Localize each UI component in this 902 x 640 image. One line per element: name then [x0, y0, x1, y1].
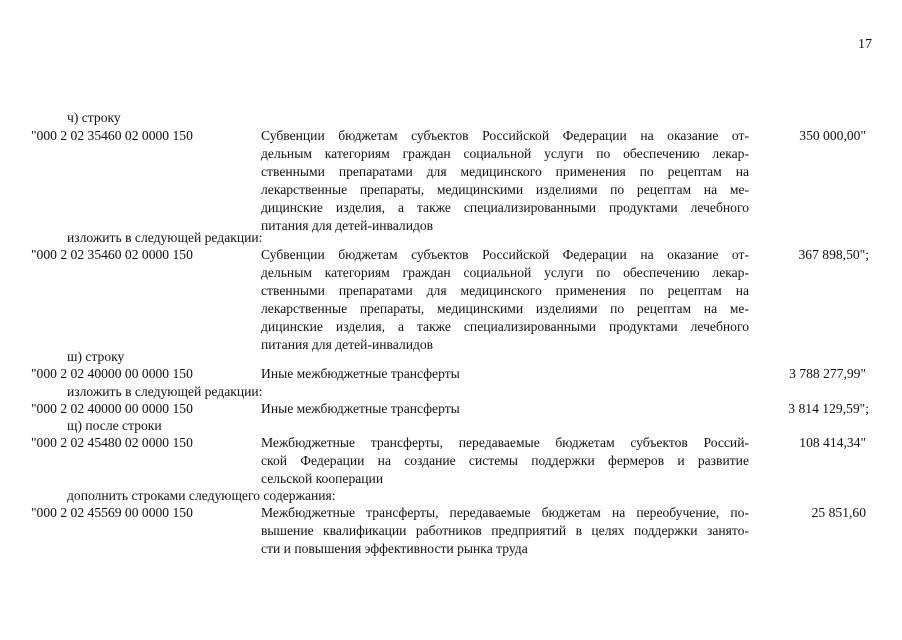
budget-amount: 108 414,34"	[799, 435, 866, 450]
budget-code: "000 2 02 45480 02 0000 150	[31, 435, 193, 450]
budget-amount: 3 788 277,99"	[789, 366, 866, 381]
description-line: Иные межбюджетные трансферты	[261, 401, 460, 416]
page-number: 17	[858, 37, 872, 52]
description-line: дицинские изделия, а также специализированными продуктами лечебного	[261, 200, 749, 215]
description-line: Субвенции бюджетам субъектов Российской Федерации на оказание от-	[261, 247, 749, 262]
budget-description	[261, 365, 749, 383]
budget-amount: 25 851,60	[811, 505, 866, 520]
instruction-line: дополнить строками следующего содержания:	[67, 488, 336, 503]
description-line: ственными препаратами для медицинского применения по рецептам на	[261, 283, 749, 298]
budget-amount: 350 000,00"	[799, 128, 866, 143]
budget-description	[261, 127, 749, 235]
description-line: Межбюджетные трансферты, передаваемые бюджетам на переобучение, по-	[261, 505, 749, 520]
description-line: Межбюджетные трансферты, передаваемые бюджетам субъектов Россий-	[261, 435, 749, 450]
description-line: сти и повышения эффективности рынка труда	[261, 541, 528, 556]
description-line: дицинские изделия, а также специализированными продуктами лечебного	[261, 319, 749, 334]
description-line: питания для детей-инвалидов	[261, 218, 434, 233]
description-line: ственными препаратами для медицинского применения по рецептам на	[261, 164, 749, 179]
description-line: сельской кооперации	[261, 471, 384, 486]
budget-code: "000 2 02 40000 00 0000 150	[31, 401, 193, 416]
instruction-line: ш) строку	[67, 349, 125, 364]
budget-description	[261, 400, 749, 418]
description-line: питания для детей-инвалидов	[261, 337, 434, 352]
instruction-line: изложить в следующей редакции:	[67, 230, 263, 245]
description-line: ской Федерации на создание системы поддержки фермеров и развитие	[261, 453, 749, 468]
instruction-line: изложить в следующей редакции:	[67, 384, 263, 399]
description-line: Субвенции бюджетам субъектов Российской Федерации на оказание от-	[261, 128, 749, 143]
budget-description	[261, 246, 749, 354]
budget-description	[261, 504, 749, 558]
budget-code: "000 2 02 35460 02 0000 150	[31, 247, 193, 262]
description-line: лекарственные препараты, медицинскими изделиями по рецептам на ме-	[261, 182, 749, 197]
budget-code: "000 2 02 40000 00 0000 150	[31, 366, 193, 381]
instruction-line: ч) строку	[67, 110, 121, 125]
budget-amount: 3 814 129,59";	[788, 401, 869, 416]
instruction-line: щ) после строки	[67, 418, 162, 433]
description-line: Иные межбюджетные трансферты	[261, 366, 460, 381]
description-line: дельным категориям граждан социальной услуги по обеспечению лекар-	[261, 146, 749, 161]
budget-amount: 367 898,50";	[798, 247, 869, 262]
description-line: лекарственные препараты, медицинскими изделиями по рецептам на ме-	[261, 301, 749, 316]
budget-code: "000 2 02 35460 02 0000 150	[31, 128, 193, 143]
budget-code: "000 2 02 45569 00 0000 150	[31, 505, 193, 520]
description-line: вышение квалификации работников предприятий в целях поддержки занято-	[261, 523, 749, 538]
description-line: дельным категориям граждан социальной услуги по обеспечению лекар-	[261, 265, 749, 280]
budget-description	[261, 434, 749, 488]
